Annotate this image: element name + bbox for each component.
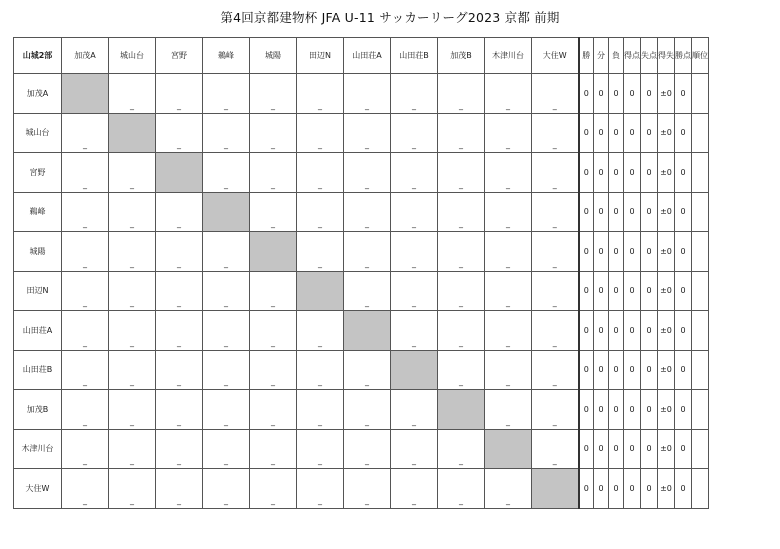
stat-cell (692, 429, 709, 469)
self-match-cell (485, 429, 532, 469)
match-score-cell: _ (62, 429, 109, 469)
match-score-cell: _ (485, 311, 532, 351)
stat-cell (692, 350, 709, 390)
match-score-cell: _ (485, 113, 532, 153)
match-score-cell: _ (156, 271, 203, 311)
stat-cell: 0 (579, 350, 594, 390)
stat-cell: 0 (579, 311, 594, 351)
stat-column-header: 得失 (658, 38, 675, 74)
row-team-name: 宮野 (14, 153, 62, 193)
stat-cell: 0 (609, 232, 624, 272)
stat-cell: 0 (609, 74, 624, 114)
match-score-cell: _ (62, 390, 109, 430)
match-score-cell: _ (250, 74, 297, 114)
match-score-cell: _ (250, 429, 297, 469)
match-score-cell: _ (297, 113, 344, 153)
match-score-cell: _ (391, 153, 438, 193)
stat-cell: 0 (609, 271, 624, 311)
stat-cell: 0 (624, 390, 641, 430)
match-score-cell: _ (203, 390, 250, 430)
table-row (14, 469, 709, 509)
stat-cell: 0 (609, 113, 624, 153)
stat-cell: 0 (675, 192, 692, 232)
stat-cell: ±0 (658, 153, 675, 193)
match-score-cell: _ (344, 113, 391, 153)
match-score-cell: _ (297, 232, 344, 272)
match-score-cell: _ (250, 390, 297, 430)
match-score-cell: _ (203, 469, 250, 509)
stat-column-header: 順位 (692, 38, 709, 74)
column-team-header: 宮野 (156, 38, 203, 74)
stat-cell: 0 (675, 74, 692, 114)
match-score-cell: _ (62, 469, 109, 509)
stat-cell: 0 (594, 390, 609, 430)
stat-cell: 0 (579, 192, 594, 232)
match-score-cell: _ (438, 469, 485, 509)
stat-cell: 0 (641, 469, 658, 509)
stat-cell: 0 (641, 429, 658, 469)
match-score-cell: _ (156, 311, 203, 351)
match-score-cell: _ (203, 232, 250, 272)
match-score-cell: _ (344, 153, 391, 193)
stat-cell (692, 232, 709, 272)
match-score-cell: _ (250, 350, 297, 390)
stat-cell: 0 (579, 429, 594, 469)
self-match-cell (344, 311, 391, 351)
column-team-header: 山田荘B (391, 38, 438, 74)
match-score-cell: _ (109, 271, 156, 311)
match-score-cell: _ (391, 232, 438, 272)
self-match-cell (438, 390, 485, 430)
match-score-cell: _ (485, 271, 532, 311)
stat-cell: 0 (675, 429, 692, 469)
stat-cell: ±0 (658, 469, 675, 509)
stat-cell: 0 (579, 153, 594, 193)
match-score-cell: _ (344, 232, 391, 272)
stat-cell: 0 (641, 390, 658, 430)
column-team-header: 大住W (532, 38, 579, 74)
match-score-cell: _ (438, 192, 485, 232)
match-score-cell: _ (156, 390, 203, 430)
table-row (14, 74, 709, 114)
match-score-cell: _ (203, 113, 250, 153)
stat-column-header: 得点 (624, 38, 641, 74)
match-score-cell: _ (203, 271, 250, 311)
column-team-header: 山田荘A (344, 38, 391, 74)
stat-cell: 0 (624, 232, 641, 272)
match-score-cell: _ (344, 271, 391, 311)
match-score-cell: _ (391, 74, 438, 114)
match-score-cell: _ (156, 350, 203, 390)
stat-cell: 0 (594, 350, 609, 390)
match-score-cell: _ (297, 390, 344, 430)
stat-cell: 0 (609, 311, 624, 351)
self-match-cell (62, 74, 109, 114)
match-score-cell: _ (485, 192, 532, 232)
match-score-cell: _ (62, 232, 109, 272)
stat-cell: 0 (579, 469, 594, 509)
row-team-name: 加茂B (14, 390, 62, 430)
match-score-cell: _ (344, 192, 391, 232)
self-match-cell (156, 153, 203, 193)
table-row (14, 311, 709, 351)
league-table (13, 37, 709, 509)
match-score-cell: _ (250, 192, 297, 232)
match-score-cell: _ (297, 350, 344, 390)
stat-cell: 0 (594, 232, 609, 272)
match-score-cell: _ (485, 390, 532, 430)
match-score-cell: _ (203, 350, 250, 390)
table-row (14, 232, 709, 272)
match-score-cell: _ (391, 271, 438, 311)
match-score-cell: _ (250, 153, 297, 193)
stat-cell: ±0 (658, 232, 675, 272)
stat-cell: 0 (594, 153, 609, 193)
match-score-cell: _ (297, 429, 344, 469)
match-score-cell: _ (391, 429, 438, 469)
table-row (14, 153, 709, 193)
stat-cell: 0 (579, 390, 594, 430)
stat-cell: 0 (609, 429, 624, 469)
stat-column-header: 分 (594, 38, 609, 74)
stat-cell: 0 (641, 311, 658, 351)
match-score-cell: _ (62, 113, 109, 153)
match-score-cell: _ (438, 311, 485, 351)
match-score-cell: _ (344, 469, 391, 509)
match-score-cell: _ (344, 390, 391, 430)
column-team-header: 加茂A (62, 38, 109, 74)
stat-cell: 0 (641, 271, 658, 311)
stat-cell: 0 (641, 350, 658, 390)
stat-cell: 0 (624, 271, 641, 311)
column-team-header: 加茂B (438, 38, 485, 74)
stat-cell: ±0 (658, 271, 675, 311)
stat-cell: 0 (594, 74, 609, 114)
self-match-cell (391, 350, 438, 390)
stat-column-header: 勝 (579, 38, 594, 74)
stat-cell (692, 311, 709, 351)
match-score-cell: _ (532, 429, 579, 469)
league-label: 山城2部 (14, 38, 62, 74)
match-score-cell: _ (109, 192, 156, 232)
match-score-cell: _ (109, 469, 156, 509)
match-score-cell: _ (297, 153, 344, 193)
table-row (14, 350, 709, 390)
match-score-cell: _ (438, 113, 485, 153)
match-score-cell: _ (485, 469, 532, 509)
match-score-cell: _ (297, 469, 344, 509)
page-title: 第4回京都建物杯 JFA U-11 サッカーリーグ2023 京都 前期 (220, 10, 560, 25)
self-match-cell (297, 271, 344, 311)
stat-cell: ±0 (658, 74, 675, 114)
table-row (14, 271, 709, 311)
match-score-cell: _ (391, 390, 438, 430)
stat-cell: ±0 (658, 113, 675, 153)
row-team-name: 大住W (14, 469, 62, 509)
stat-cell (692, 113, 709, 153)
match-score-cell: _ (438, 429, 485, 469)
stat-cell: 0 (624, 350, 641, 390)
stat-cell: 0 (641, 232, 658, 272)
match-score-cell: _ (109, 390, 156, 430)
match-score-cell: _ (156, 113, 203, 153)
match-score-cell: _ (109, 429, 156, 469)
table-row (14, 113, 709, 153)
match-score-cell: _ (532, 311, 579, 351)
stat-cell: ±0 (658, 311, 675, 351)
match-score-cell: _ (62, 311, 109, 351)
match-score-cell: _ (109, 232, 156, 272)
header-row (14, 38, 709, 74)
column-team-header: 城山台 (109, 38, 156, 74)
stat-cell (692, 74, 709, 114)
match-score-cell: _ (156, 469, 203, 509)
match-score-cell: _ (391, 113, 438, 153)
match-score-cell: _ (344, 429, 391, 469)
column-team-header: 城陽 (250, 38, 297, 74)
table-row (14, 390, 709, 430)
stat-column-header: 勝点 (675, 38, 692, 74)
stat-cell: 0 (641, 74, 658, 114)
row-team-name: 山田荘A (14, 311, 62, 351)
match-score-cell: _ (438, 350, 485, 390)
stat-cell: 0 (675, 113, 692, 153)
match-score-cell: _ (156, 232, 203, 272)
stat-cell (692, 390, 709, 430)
match-score-cell: _ (250, 113, 297, 153)
match-score-cell: _ (438, 74, 485, 114)
stat-cell: 0 (675, 232, 692, 272)
self-match-cell (109, 113, 156, 153)
match-score-cell: _ (532, 232, 579, 272)
match-score-cell: _ (532, 390, 579, 430)
match-score-cell: _ (62, 271, 109, 311)
match-score-cell: _ (532, 113, 579, 153)
match-score-cell: _ (532, 350, 579, 390)
match-score-cell: _ (203, 74, 250, 114)
match-score-cell: _ (391, 192, 438, 232)
stat-column-header: 失点 (641, 38, 658, 74)
stat-cell: 0 (594, 311, 609, 351)
match-score-cell: _ (62, 192, 109, 232)
match-score-cell: _ (344, 350, 391, 390)
stat-cell: 0 (641, 192, 658, 232)
column-team-header: 鵜峰 (203, 38, 250, 74)
stat-cell: 0 (624, 429, 641, 469)
match-score-cell: _ (250, 469, 297, 509)
row-team-name: 城陽 (14, 232, 62, 272)
stat-cell: 0 (675, 469, 692, 509)
stat-cell: 0 (641, 113, 658, 153)
row-team-name: 加茂A (14, 74, 62, 114)
row-team-name: 城山台 (14, 113, 62, 153)
stat-cell: 0 (675, 153, 692, 193)
stat-column-header: 負 (609, 38, 624, 74)
stat-cell: 0 (641, 153, 658, 193)
match-score-cell: _ (391, 311, 438, 351)
match-score-cell: _ (62, 350, 109, 390)
stat-cell (692, 192, 709, 232)
match-score-cell: _ (532, 192, 579, 232)
match-score-cell: _ (297, 192, 344, 232)
match-score-cell: _ (485, 232, 532, 272)
table-row (14, 192, 709, 232)
match-score-cell: _ (438, 232, 485, 272)
stat-cell: 0 (624, 311, 641, 351)
stat-cell: 0 (624, 153, 641, 193)
match-score-cell: _ (109, 350, 156, 390)
match-score-cell: _ (532, 74, 579, 114)
row-team-name: 鵜峰 (14, 192, 62, 232)
stat-cell: 0 (579, 271, 594, 311)
match-score-cell: _ (156, 74, 203, 114)
match-score-cell: _ (109, 153, 156, 193)
match-score-cell: _ (109, 311, 156, 351)
match-score-cell: _ (485, 350, 532, 390)
stat-cell: 0 (675, 271, 692, 311)
match-score-cell: _ (250, 271, 297, 311)
match-score-cell: _ (485, 74, 532, 114)
row-team-name: 山田荘B (14, 350, 62, 390)
match-score-cell: _ (203, 153, 250, 193)
stat-cell: 0 (609, 153, 624, 193)
stat-cell: 0 (675, 311, 692, 351)
row-team-name: 木津川台 (14, 429, 62, 469)
match-score-cell: _ (109, 74, 156, 114)
stat-cell: 0 (594, 429, 609, 469)
stat-cell: ±0 (658, 350, 675, 390)
stat-cell: 0 (579, 113, 594, 153)
match-score-cell: _ (391, 469, 438, 509)
stat-cell (692, 469, 709, 509)
match-score-cell: _ (485, 153, 532, 193)
match-score-cell: _ (344, 74, 391, 114)
stat-cell: 0 (609, 469, 624, 509)
stat-cell: 0 (594, 113, 609, 153)
stat-cell: 0 (624, 192, 641, 232)
stat-cell: 0 (609, 350, 624, 390)
table-row (14, 429, 709, 469)
stat-cell: ±0 (658, 429, 675, 469)
row-team-name: 田辺N (14, 271, 62, 311)
match-score-cell: _ (203, 311, 250, 351)
self-match-cell (250, 232, 297, 272)
stat-cell (692, 153, 709, 193)
match-score-cell: _ (156, 429, 203, 469)
stat-cell (692, 271, 709, 311)
self-match-cell (532, 469, 579, 509)
match-score-cell: _ (297, 311, 344, 351)
stat-cell: ±0 (658, 192, 675, 232)
stat-cell: 0 (675, 390, 692, 430)
stat-cell: 0 (624, 113, 641, 153)
stat-cell: 0 (609, 192, 624, 232)
stat-cell: ±0 (658, 390, 675, 430)
stat-cell: 0 (579, 232, 594, 272)
stat-cell: 0 (579, 74, 594, 114)
column-team-header: 木津川台 (485, 38, 532, 74)
match-score-cell: _ (438, 153, 485, 193)
match-score-cell: _ (62, 153, 109, 193)
match-score-cell: _ (297, 74, 344, 114)
stat-cell: 0 (594, 271, 609, 311)
stat-cell: 0 (594, 469, 609, 509)
match-score-cell: _ (156, 192, 203, 232)
match-score-cell: _ (203, 429, 250, 469)
match-score-cell: _ (532, 153, 579, 193)
match-score-cell: _ (532, 271, 579, 311)
stat-cell: 0 (609, 390, 624, 430)
match-score-cell: _ (438, 271, 485, 311)
stat-cell: 0 (624, 74, 641, 114)
stat-cell: 0 (594, 192, 609, 232)
stat-cell: 0 (624, 469, 641, 509)
match-score-cell: _ (250, 311, 297, 351)
stat-cell: 0 (675, 350, 692, 390)
column-team-header: 田辺N (297, 38, 344, 74)
self-match-cell (203, 192, 250, 232)
